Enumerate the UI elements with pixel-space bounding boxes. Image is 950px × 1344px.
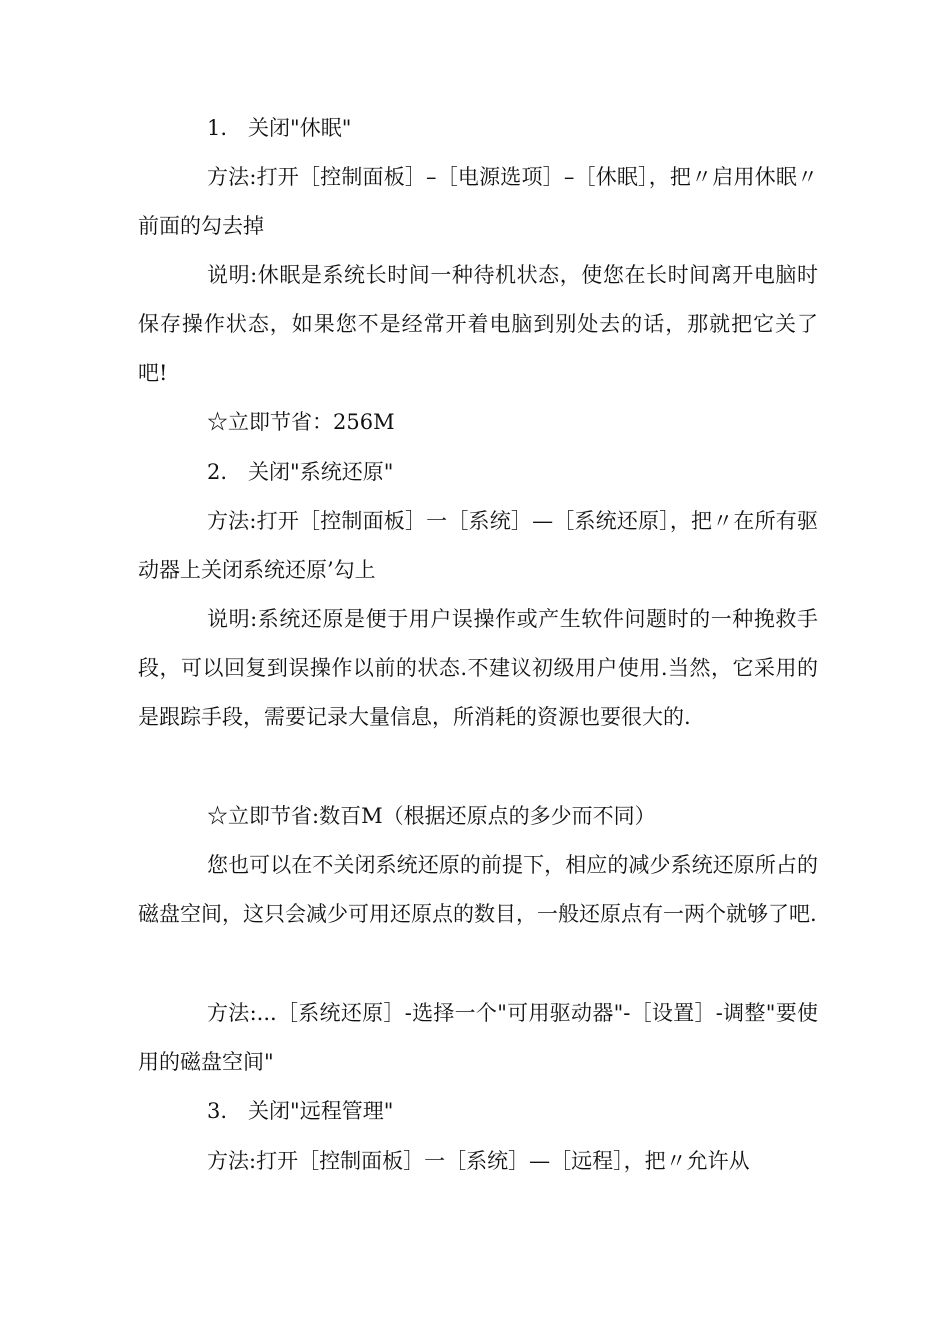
paragraph-method-3: 方法:打开［控制面板］一［系统］—［远程］，把〃允许从 (207, 1149, 750, 1173)
paragraph-saving-2: ☆立即节省:数百M（根据还原点的多少而不同） (207, 804, 656, 828)
paragraph-tip: 您也可以在不关闭系统还原的前提下，相应的减少系统还原所占的磁盘空间，这只会减少可用还原点的数目，一般还原点有一两个就够了吧. (138, 853, 818, 926)
paragraph-method-2b: 方法:...［系统还原］-选择一个"可用驱动器"-［设置］-调整"要使用的磁盘空间" (138, 1001, 818, 1074)
paragraph-method-1: 方法:打开［控制面板］–［电源选项］–［休眠］，把〃启用休眠〃前面的勾去掉 (138, 165, 818, 238)
paragraph-note-2: 说明:系统还原是便于用户误操作或产生软件问题时的一种挽救手段，可以回复到误操作以前的状态.不建议初级用户使用.当然，它采用的是跟踪手段，需要记录大量信息，所消耗的资源也要很大的. (138, 607, 818, 729)
heading-1: 1. 关闭"休眠" (207, 116, 352, 140)
heading-3: 3. 关闭"远程管理" (207, 1099, 394, 1123)
paragraph-note-1: 说明:休眠是系统长时间一种待机状态，使您在长时间离开电脑时保存操作状态，如果您不是经常开着电脑到别处去的话，那就把它关了吧! (138, 263, 818, 385)
paragraph-method-2: 方法:打开［控制面板］一［系统］—［系统还原］，把〃在所有驱动器上关闭系统还原’勾上 (138, 509, 818, 582)
heading-2: 2. 关闭"系统还原" (207, 460, 394, 484)
paragraph-saving-1: ☆立即节省：256M (207, 410, 395, 434)
